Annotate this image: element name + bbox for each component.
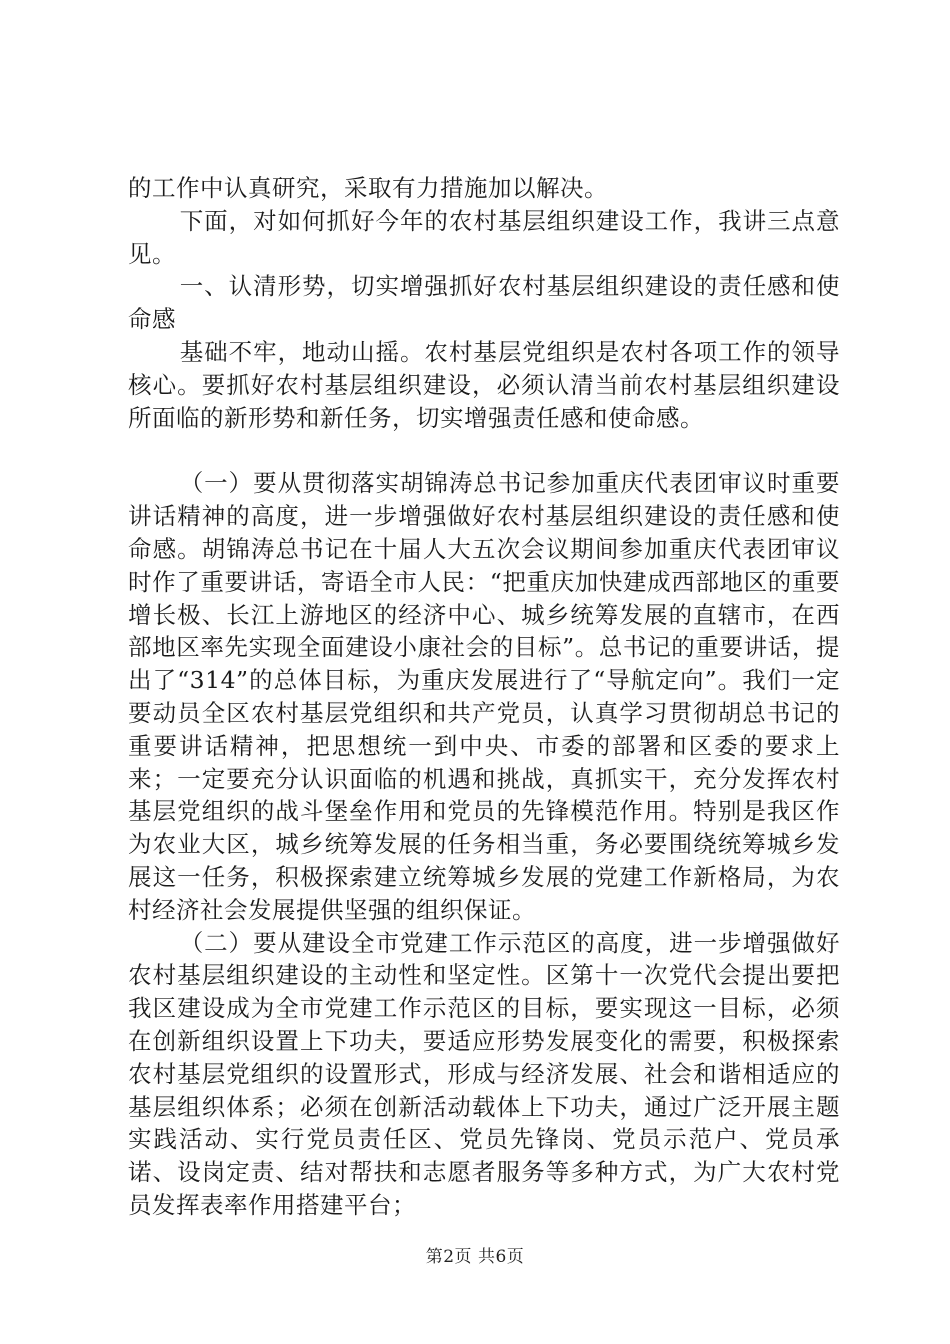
- document-body: [128, 172, 840, 1222]
- page-footer: 第2页 共6页: [425, 1247, 525, 1267]
- paragraph-intro: 下面，对如何抓好今年的农村基层组织建设工作，我讲三点意见。: [128, 206, 840, 268]
- section-heading-1: 一、认清形势，切实增强抓好农村基层组织建设的责任感和使命感: [128, 272, 840, 334]
- paragraph-point-2: （二）要从建设全市党建工作示范区的高度，进一步增强做好农村基层组织建设的主动性和坚定性。区第十一次党代会提出要把我区建设成为全市党建工作示范区的目标，要实现这一目标，必须在创新组织设置上下功夫，要适应形势发展变化的需要，积极探索农村基层党组织的设置形式，形成与经济发展、社会和谐相适应的基层组织体系；必须在创新活动载体上下功夫，通过广泛开展主题实践活动、实行党员责任区、党员先锋岗、党员示范户、党员承诺、设岗定责、结对帮扶和志愿者服务等多种方式，为广大农村党员发挥表率作用搭建平台；: [128, 928, 840, 1219]
- paragraph-continuation: 的工作中认真研究，采取有力措施加以解决。: [128, 174, 608, 202]
- paragraph-section-1: 基础不牢，地动山摇。农村基层党组织是农村各项工作的领导核心。要抓好农村基层组织建设，必须认清当前农村基层组织建设所面临的新形势和新任务，切实增强责任感和使命感。: [128, 337, 840, 432]
- paragraph-spacer: [128, 434, 840, 467]
- paragraph-point-1: （一）要从贯彻落实胡锦涛总书记参加重庆代表团审议时重要讲话精神的高度，进一步增强做好农村基层组织建设的责任感和使命感。胡锦涛总书记在十届人大五次会议期间参加重庆代表团审议时作了重要讲话，寄语全市人民：“把重庆加快建成西部地区的重要增长极、长江上游地区的经济中心、城乡统筹发展的直辖市，在西部地区率先实现全面建设小康社会的目标”。总书记的重要讲话，提出了“314”的总体目标，为重庆发展进行了“导航定向”。我们一定要动员全区农村基层党组织和共产党员，认真学习贯彻胡总书记的重要讲话精神，把思想统一到中央、市委的部署和区委的要求上来；一定要充分认识面临的机遇和挑战，真抓实干，充分发挥农村基层党组织的战斗堡垒作用和党员的先锋模范作用。特别是我区作为农业大区，城乡统筹发展的任务相当重，务必要围绕统筹城乡发展这一任务，积极探索建立统筹城乡发展的党建工作新格局，为农村经济社会发展提供坚强的组织保证。: [128, 469, 840, 924]
